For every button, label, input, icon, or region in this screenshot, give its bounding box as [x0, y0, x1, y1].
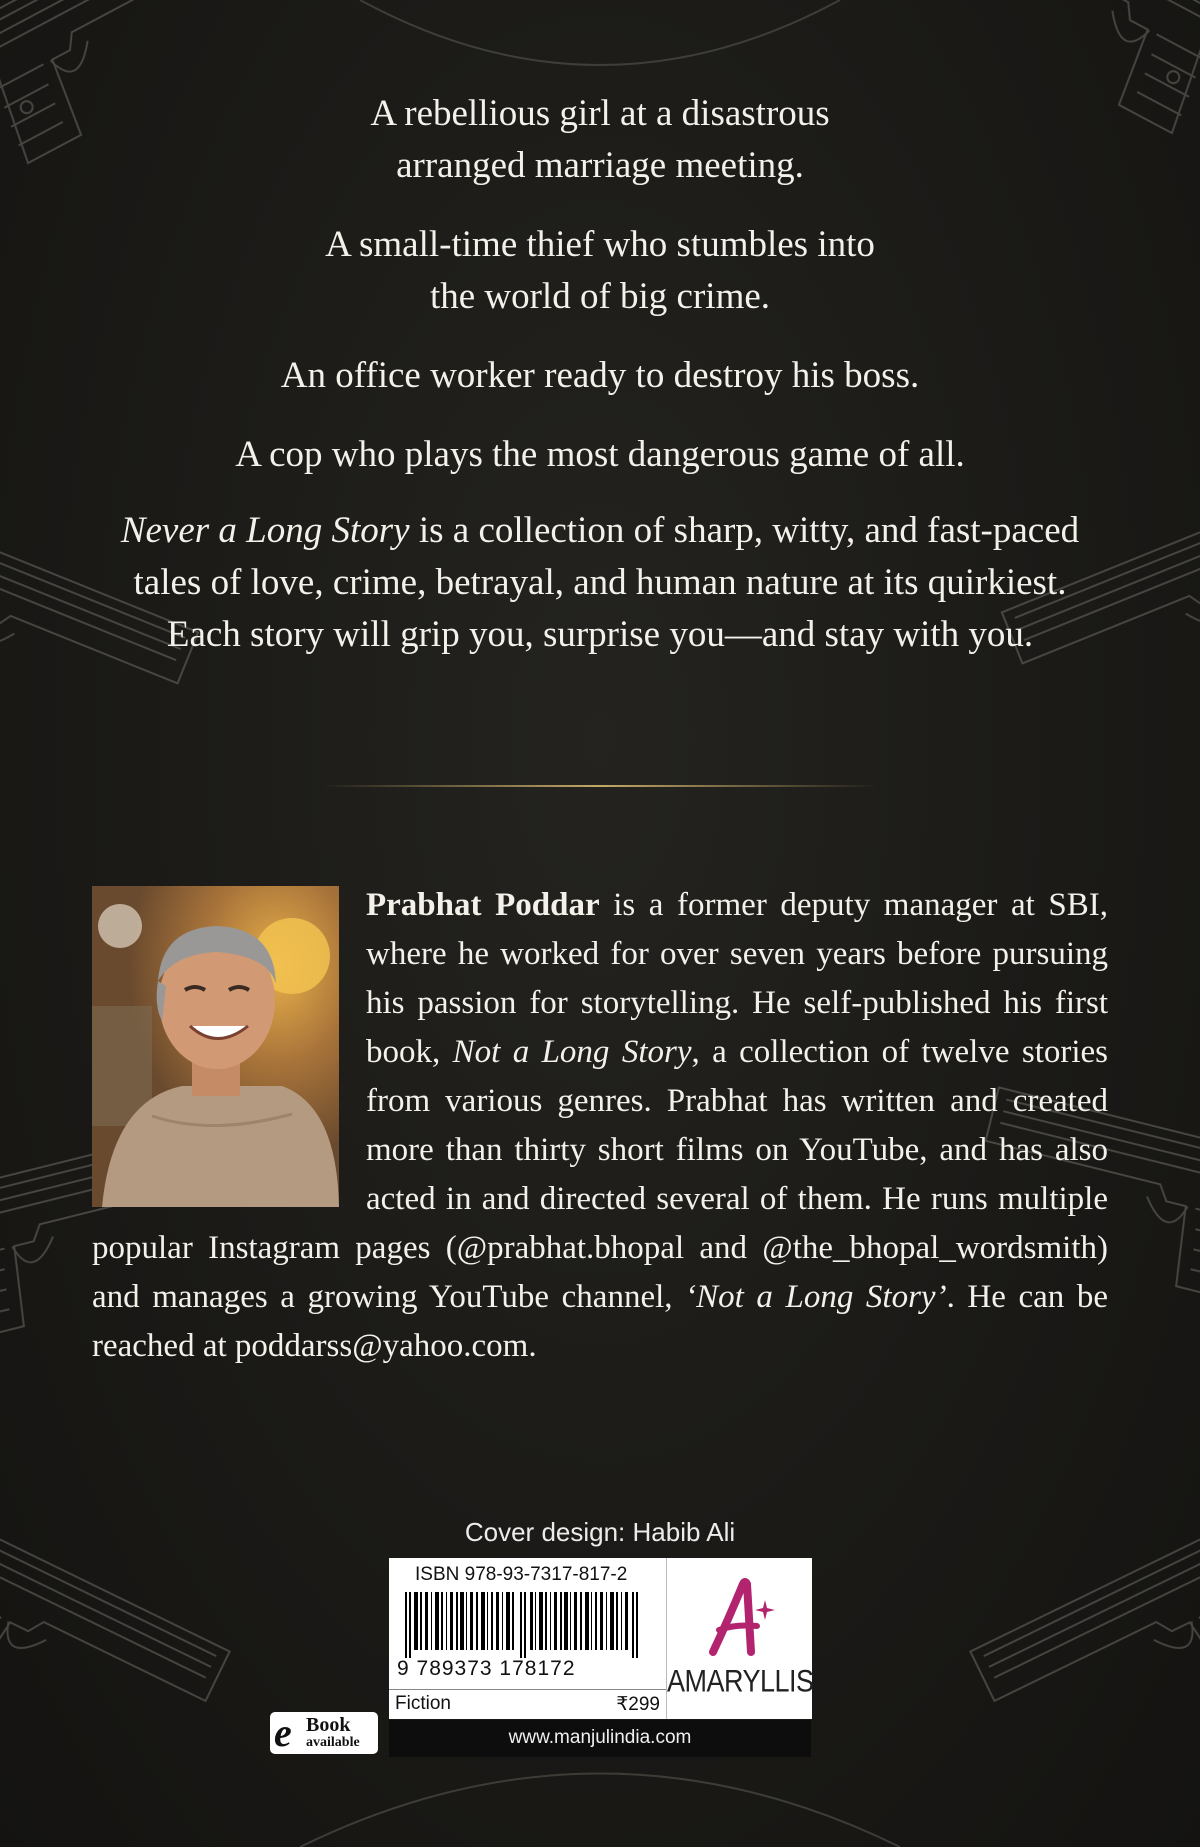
cover-design-credit: Cover design: Habib Ali	[464, 1517, 736, 1547]
ebook-e-icon: e	[274, 1710, 292, 1755]
bio-text: . He can be reached at poddarss@yahoo.com.	[92, 1279, 1109, 1364]
barcode-box	[389, 1558, 666, 1719]
blurb-line: A rebellious girl at a disastrous	[370, 93, 830, 134]
blurb-line: An office worker ready to destroy his boss.	[280, 355, 920, 396]
author-name: Prabhat Poddar	[366, 887, 600, 923]
bio-text: , a collection of twelve stories from various genres. Prabhat has written and created more than thirty short films on YouTube, and has also acted in and directed several of them. He runs multiple popular Instagram pages (@prabhat.bhopal and @the_bhopal_wordsmith) and manages a growing YouTube channel,	[92, 1034, 1109, 1315]
amaryllis-logo-icon	[699, 1578, 779, 1658]
ebook-available-badge	[270, 1712, 378, 1754]
publisher-box	[666, 1558, 812, 1719]
blurb-line: the world of big crime.	[429, 276, 771, 317]
isbn-text: ISBN 978-93-7317-817-2	[415, 1564, 628, 1585]
author-photo	[92, 886, 339, 1207]
ebook-available-text: available	[306, 1735, 360, 1750]
bio-text: is a former deputy manager at SBI, where he worked for over seven years before pursuing his passion for storytelling. He self-published his first book,	[366, 887, 1108, 1070]
first-book-title: Not a Long Story	[452, 1034, 692, 1070]
genre-label: Fiction	[395, 1693, 451, 1714]
publisher-url: www.manjulindia.com	[389, 1720, 811, 1757]
blurb-line: A small-time thief who stumbles into	[325, 224, 875, 265]
blurb	[120, 88, 1080, 661]
blurb-line: A cop who plays the most dangerous game of all.	[235, 434, 965, 475]
ebook-word: Book	[306, 1714, 351, 1736]
gold-divider	[320, 785, 880, 787]
book-title: Never a Long Story	[120, 510, 410, 551]
channel-name: ‘Not a Long Story’	[685, 1279, 947, 1315]
blurb-line: arranged marriage meeting.	[396, 145, 804, 186]
barcode-bars	[399, 1592, 656, 1658]
publisher-name: AMARYLLIS	[667, 1663, 814, 1699]
synopsis	[120, 505, 1080, 661]
barcode-digits: 9 789373 178172	[397, 1657, 576, 1680]
barcode-divider	[389, 1689, 666, 1690]
synopsis-text: is a collection of sharp, witty, and fast-paced tales of love, crime, betrayal, and human nature at its quirkiest. Each story will grip you, surprise you—and stay with you.	[133, 510, 1080, 655]
price-label: ₹299	[616, 1694, 660, 1715]
